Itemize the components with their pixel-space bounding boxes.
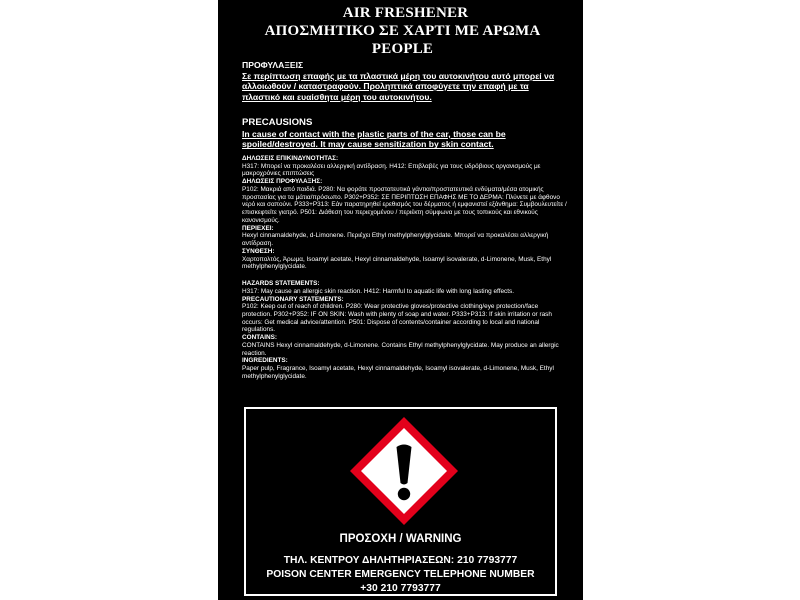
en-hazard-text: H317: May cause an allergic skin reaction. H412: Harmful to aquatic life with long lasting effects.: [242, 287, 514, 295]
gr-contains-text: Hexyl cinnamaldehyde, d-Limonene. Περιέχει Ethyl methylphenylglycidate. Μπορεί να προκαλέσει αλλεργική αντίδραση.: [242, 232, 549, 248]
product-title-gr: ΑΠΟΣΜΗΤΙΚΟ ΣΕ ΧΑΡΤΙ ΜΕ ΑΡΩΜΑ PEOPLE: [264, 23, 541, 57]
gr-hazard-text: H317: Μπορεί να προκαλέσει αλλεργική αντίδραση. H412: Επιβλαβές για τους υδρόβιους οργανισμούς με μακροχρόνιες επιπτώσεις: [242, 162, 541, 178]
warning-box: [244, 407, 557, 596]
gr-precautions-heading: ΠΡΟΦΥΛΑΞΕΙΣ: [242, 60, 304, 70]
en-precautions-text: In cause of contact with the plastic parts of the car, those can be spoiled/destroyed. It may cause sensitization by skin contact.: [242, 128, 506, 150]
en-contains-text: CONTAINS Hexyl cinnamaldehyde, d-Limonene. Contains Ethyl methylphenylglycidate. May produce an allergic reaction.: [242, 341, 559, 357]
warning-title: ΠΡΟΣΟΧΗ / WARNING: [339, 533, 462, 545]
en-ingredients-heading: INGREDIENTS:: [242, 357, 288, 365]
emergency-phone: +30 210 7793777: [360, 583, 441, 594]
gr-composition-text: Χαρτοπολτός, Άρωμα, Isoamyl acetate, Hexyl cinnamaldehyde, Isoamyl isovalerate, d-Limonene, Musk, Ethyl methylphenylglycidate.: [242, 255, 552, 271]
en-precautions-heading: PRECAUSIONS: [242, 117, 313, 129]
en-precautionary-heading: PRECAUTIONARY STATEMENTS:: [242, 295, 344, 303]
en-precautionary-text: P102: Keep out of reach of children. P280: Wear protective gloves/protective clothing/eye protection/face protection. P302+P352: IF ON SKIN: Wash with plenty of soap and water. P333+P313: If skin irritation or rash occurs: Get medical advice/attention. P501: Dispose of contents/container according to local and national regulations.: [242, 303, 552, 334]
gr-hazard-heading: ΔΗΛΩΣΕΙΣ ΕΠΙΚΙΝΔΥΝΟΤΗΤΑΣ:: [242, 154, 339, 162]
product-label: [218, 0, 583, 600]
poison-center-en: POISON CENTER EMERGENCY TELEPHONE NUMBER: [266, 569, 535, 580]
en-ingredients-text: Paper pulp, Fragrance, Isoamyl acetate, Hexyl cinnamaldehyde, Isoamyl isovalerate, d-Limonene, Musk, Ethyl methylphenylglycidate.: [242, 365, 554, 380]
gr-precautionary-text: P102: Μακριά από παιδιά. P280: Να φοράτε προστατευτικά γάντια/προστατευτικά ενδύματα/μέσα ατομικής προστασίας για τα μάτια/πρόσωπο. P302+P352: ΣΕ ΠΕΡΙΠΤΩΣΗ ΕΠΑΦΗΣ ΜΕ ΤΟ ΔΕΡΜΑ: Πλύνετε με άφθονο νερό και σαπούνι. P333+P313: Εάν παρατηρηθεί ερεθισμός του δέρματος ή εμφανιστεί εξάνθημα: Συμβουλευτείτε / επισκεφτείτε γιατρό. P501: Διάθεση του περιεχομένου / περιέκτη σύμφωνα με τους τοπικούς και εθνικούς κανονισμούς.: [242, 185, 567, 224]
poison-center-gr: ΤΗΛ. ΚΕΝΤΡΟΥ ΔΗΛΗΤΗΡΙΑΣΕΩΝ: 210 7793777: [283, 555, 518, 566]
exclamation-mark-ghs07-icon: [348, 415, 460, 527]
gr-composition-heading: ΣΥΝΘΕΣΗ:: [242, 247, 275, 255]
en-hazard-heading: HAZARDS STATEMENTS:: [242, 280, 320, 288]
en-contains-heading: CONTAINS:: [242, 334, 278, 342]
gr-precautions-text: Σε περίπτωση επαφής με τα πλαστικά μέρη του αυτοκινήτου αυτό μπορεί να αλλοιωθούν / καταστραφούν. Προληπτικά αποφύγετε την επαφή με τα πλαστικό και ευαίσθητα μέρη του αυτοκινήτου.: [242, 70, 555, 102]
gr-contains-heading: ΠΕΡΙΕΧΕΙ:: [242, 224, 274, 232]
product-title-en: AIR FRESHENER: [342, 5, 469, 21]
gr-precautionary-heading: ΔΗΛΩΣΕΙΣ ΠΡΟΦΥΛΑΞΗΣ:: [242, 178, 323, 186]
